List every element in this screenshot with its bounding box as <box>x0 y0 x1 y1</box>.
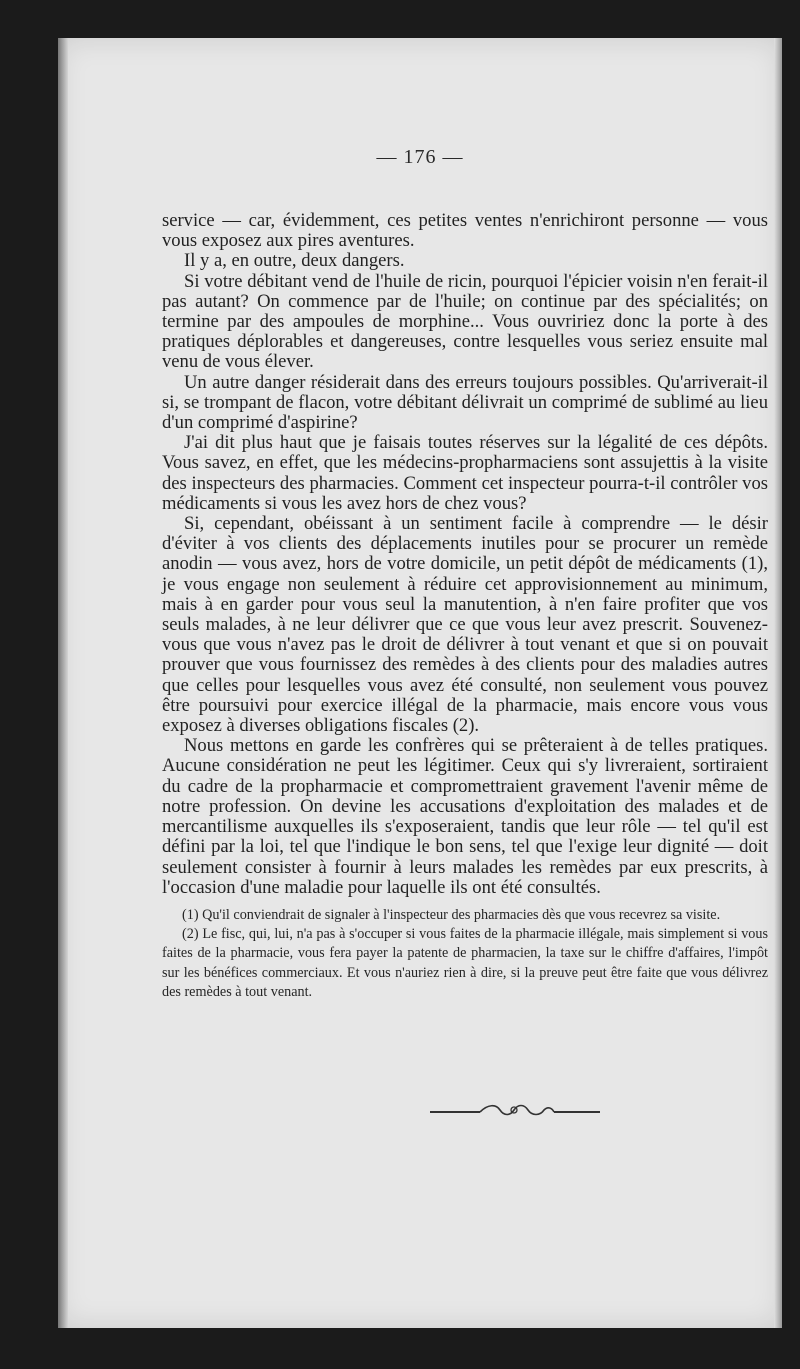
paragraph-6: Si, cependant, obéissant à un sentiment facile à comprendre — le désir d'éviter à vos clients des déplacements inutiles pour se procurer un remède anodin — vous avez, hors de votre domicile, un petit dépôt de médicaments (1), je vous engage non seulement à réduire cet approvisionnement au minimum, mais à en garder pour vous seul la manutention, à n'en faire profiter que vos seuls malades, à ne leur délivrer que ce que vous leur avez prescrit. Souvenez-vous que vous n'avez pas le droit de délivrer à tout venant et que si on pouvait prouver que vous fournissez des remèdes à des clients pour des maladies autres que celles pour lesquelles vous avez été consulté, non seulement vous pouvez être poursuivi pour exercice illégal de la pharmacie, mais encore vous vous exposez à diverses obligations fiscales (2). <box>162 513 768 737</box>
paragraph-7: Nous mettons en garde les confrères qui se prêteraient à de telles pratiques. Aucune considération ne peut les légitimer. Ceux qui s'y livreraient, sortiraient du cadre de la propharmacie et compromettraient gravement l'avenir même de notre profession. On devine les accusations d'exploitation des malades et de mercantilisme auxquelles ils s'exposeraient, tandis que leur rôle — tel qu'il est défini par la loi, tel que l'indique le bon sens, tel que l'exige leur dignité — doit seulement consister à fournir à leurs malades les remèdes par eux prescrits, à l'occasion d'une maladie pour laquelle ils ont été consultés. <box>162 735 768 898</box>
paragraph-1: service — car, évidemment, ces petites ventes n'enrichiront personne — vous vous exposez aux pires aventures. <box>162 210 768 252</box>
book-page <box>58 38 782 1328</box>
paragraph-4: Un autre danger résiderait dans des erreurs toujours possibles. Qu'arriverait-il si, se trompant de flacon, votre débitant délivrait un comprimé de sublimé au lieu d'un comprimé d'aspirine? <box>162 371 768 434</box>
paragraph-3: Si votre débitant vend de l'huile de ricin, pourquoi l'épicier voisin n'en ferait-il pas autant? On commence par de l'huile; on continue par des spécialités; on termine par des ampoules de morphine... Vous ouvririez donc la porte à des pratiques déplorables et dangereuses, contre lesquelles vous seriez ensuite mal venu de vous élever. <box>162 270 768 373</box>
paragraph-2: Il y a, en outre, deux dangers. <box>184 250 405 272</box>
body-text <box>162 211 768 898</box>
decorative-flourish-icon <box>430 1098 600 1122</box>
page-number: — 176 — <box>376 146 464 168</box>
footnote-2: (2) Le fisc, qui, lui, n'a pas à s'occuper si vous faites de la pharmacie illégale, mais simplement si vous faites de la pharmacie, vous fera payer la patente de pharmacien, la taxe sur le chiffre d'affaires, l'impôt sur les bénéfices commerciaux. Et vous n'auriez rien à dire, si la preuve peut être faite que vous délivrez des remèdes à tout venant. <box>162 926 768 1000</box>
footnote-1: (1) Qu'il conviendrait de signaler à l'inspecteur des pharmacies dès que vous recevrez sa visite. <box>182 907 721 923</box>
footnotes <box>162 906 768 1002</box>
paragraph-5: J'ai dit plus haut que je faisais toutes réserves sur la légalité de ces dépôts. Vous savez, en effet, que les médecins-propharmaciens sont assujettis à la visite des inspecteurs des pharmacies. Comment cet inspecteur pourra-t-il contrôler vos médicaments si vous les avez hors de chez vous? <box>162 432 768 514</box>
page-edge-left <box>58 38 68 1328</box>
page-edge-right <box>774 38 782 1328</box>
